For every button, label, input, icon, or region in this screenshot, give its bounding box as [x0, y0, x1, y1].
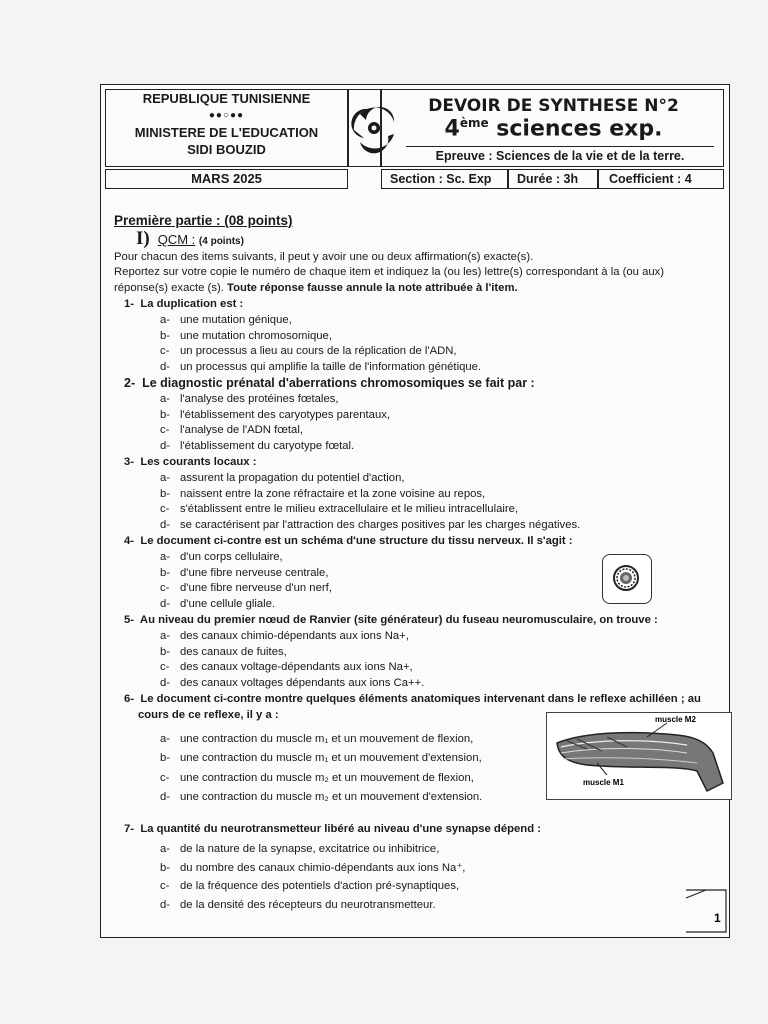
nerve-structure-figure — [602, 554, 652, 604]
option-3a — [160, 471, 714, 487]
option-text: une contraction du muscle m₂ et un mouvement d'extension. — [180, 791, 483, 803]
option-text: assurent la propagation du potentiel d'action, — [180, 471, 405, 484]
muscle-m1-label: muscle M1 — [583, 778, 624, 787]
country-name: REPUBLIQUE TUNISIENNE — [142, 91, 311, 106]
option-text: une mutation chromosomique, — [180, 329, 332, 342]
option-text: s'établissent entre le milieu extracellulaire et le milieu intracellulaire, — [180, 503, 519, 516]
question-stem: Le diagnostic prénatal d'aberrations chromosomiques se fait par : — [142, 375, 535, 390]
option-text: l'établissement du caryotype fœtal. — [180, 440, 355, 453]
exam-title: DEVOIR DE SYNTHESE N°2 — [428, 96, 679, 116]
section-qcm: QCM : — [157, 231, 196, 247]
instruction-line-3a: réponse(s) exacte (s). — [114, 282, 224, 295]
exam-date: MARS 2025 — [105, 169, 348, 189]
option-text: d'un corps cellulaire, — [180, 550, 283, 563]
question-number: 1- — [124, 297, 135, 310]
subject-line: Epreuve : Sciences de la vie et de la terre. — [406, 146, 714, 163]
option-text: une contraction du muscle m₁ et un mouvement de flexion, — [180, 732, 474, 745]
part-title: Première partie : (08 points) — [114, 213, 293, 228]
option-text: l'établissement des caryotypes parentaux, — [180, 408, 391, 421]
question-number: 5- — [124, 613, 135, 626]
option-letter: b- — [160, 487, 171, 500]
section-roman: I) — [136, 227, 150, 249]
question-6 — [124, 692, 714, 708]
option-3d — [160, 518, 714, 534]
option-1a — [160, 313, 714, 329]
option-text: des canaux de fuites, — [180, 645, 287, 658]
option-text: se caractérisent par l'attraction des charges positives par les charges négatives. — [180, 519, 581, 532]
option-text: naissent entre la zone réfractaire et la zone voisine au repos, — [180, 487, 486, 500]
option-letter: c- — [160, 345, 170, 358]
option-5c — [160, 660, 714, 676]
option-text: un processus a lieu au cours de la réplication de l'ADN, — [180, 345, 457, 358]
exam-header — [105, 89, 724, 189]
option-letter: c- — [160, 424, 170, 437]
nerve-fiber-cross-section-icon — [603, 555, 649, 601]
grade-number: 4 — [444, 116, 460, 142]
instruction-line-3 — [114, 281, 714, 297]
option-2c — [160, 423, 714, 439]
header-dots: ●●○●● — [208, 110, 245, 121]
muscle-m2-label: muscle M2 — [655, 715, 696, 724]
option-2d — [160, 439, 714, 455]
option-text: d'une cellule gliale. — [180, 598, 276, 611]
section-heading — [136, 227, 714, 250]
option-letter: b- — [160, 329, 171, 342]
question-number: 4- — [124, 534, 135, 547]
option-3b — [160, 487, 714, 503]
option-letter: a- — [160, 843, 171, 856]
option-text: d'une fibre nerveuse d'un nerf, — [180, 582, 332, 595]
question-number: 2- — [124, 375, 136, 390]
option-1b — [160, 329, 714, 345]
option-letter: c- — [160, 661, 170, 674]
spacer — [114, 808, 714, 822]
option-letter: d- — [160, 677, 171, 690]
option-text: des canaux chimio-dépendants aux ions Na+, — [180, 629, 409, 642]
option-7b — [160, 859, 714, 878]
option-text: du nombre des canaux chimio-dépendants aux ions Na⁺, — [180, 861, 466, 874]
option-letter: a- — [160, 313, 171, 326]
option-text: une contraction du muscle m₂ et un mouvement de flexion, — [180, 771, 474, 784]
option-text: un processus qui amplifie la taille de l'information génétique. — [180, 361, 482, 374]
grade-level — [382, 116, 725, 141]
question-7 — [124, 822, 714, 838]
option-text: une contraction du muscle m₁ et un mouvement d'extension, — [180, 752, 482, 764]
question-stem: Les courants locaux : — [140, 455, 257, 468]
question-stem: La duplication est : — [140, 297, 244, 310]
instruction-line-2: Reportez sur votre copie le numéro de chaque item et indiquez la (ou les) lettre(s) correspondant à la (ou aux) — [114, 266, 665, 279]
page-number: 1 — [714, 911, 721, 925]
ministry-logo-icon — [349, 90, 380, 166]
question-number: 7- — [124, 822, 135, 835]
option-letter: a- — [160, 629, 171, 642]
option-text: d'une fibre nerveuse centrale, — [180, 566, 329, 579]
duration-cell: Durée : 3h — [508, 169, 598, 189]
option-letter: c- — [160, 880, 170, 893]
coefficient-cell: Coefficient : 4 — [598, 169, 724, 189]
option-5d — [160, 676, 714, 692]
option-7d — [160, 896, 714, 915]
option-letter: d- — [160, 440, 171, 453]
option-letter: a- — [160, 550, 171, 563]
option-letter: b- — [160, 408, 171, 421]
leg-muscles-diagram-icon — [547, 713, 731, 799]
region-name: SIDI BOUZID — [187, 142, 266, 157]
option-letter: b- — [160, 752, 171, 764]
option-5b — [160, 645, 714, 661]
page-number-corner — [684, 888, 728, 934]
question-stem: La quantité du neurotransmetteur libéré au niveau d'une synapse dépend : — [140, 822, 541, 835]
option-text: de la nature de la synapse, excitatrice ou inhibitrice, — [180, 843, 440, 856]
page-corner-icon — [684, 888, 728, 934]
option-letter: d- — [160, 519, 171, 532]
option-letter: d- — [160, 361, 171, 374]
achilles-reflex-figure — [546, 712, 732, 800]
option-letter: a- — [160, 392, 171, 405]
option-text: des canaux voltages dépendants aux ions Ca++. — [180, 677, 425, 690]
option-text: des canaux voltage-dépendants aux ions Na+, — [180, 661, 413, 674]
question-2 — [124, 376, 714, 392]
option-letter: c- — [160, 582, 170, 595]
option-text: l'analyse de l'ADN fœtal, — [180, 424, 303, 437]
option-text: une mutation génique, — [180, 313, 292, 326]
section-points: (4 points) — [198, 235, 244, 247]
option-letter: b- — [160, 645, 171, 658]
exam-title-block — [381, 89, 724, 167]
option-letter: d- — [160, 791, 171, 803]
question-stem: Le document ci-contre est un schéma d'une structure du tissu nerveux. Il s'agit : — [140, 534, 573, 547]
option-letter: d- — [160, 598, 171, 611]
option-7a — [160, 840, 714, 859]
grade-suffix: ème — [459, 116, 489, 130]
option-1c — [160, 344, 714, 360]
question-1 — [124, 297, 714, 313]
question-5 — [124, 613, 714, 629]
option-5a — [160, 629, 714, 645]
grade-stream: sciences exp. — [488, 116, 663, 142]
question-number: 6- — [124, 692, 135, 705]
question-4 — [124, 534, 714, 550]
instruction-line-1: Pour chacun des items suivants, il peut y avoir une ou deux affirmation(s) exacte(s). — [114, 250, 534, 263]
option-letter: b- — [160, 566, 171, 579]
option-text: de la fréquence des potentiels d'action pré-synaptiques, — [180, 880, 460, 893]
option-letter: c- — [160, 503, 170, 516]
option-text: de la densité des récepteurs du neurotransmetteur. — [180, 898, 436, 911]
option-text: l'analyse des protéines fœtales, — [180, 392, 339, 405]
instruction-line-3b: Toute réponse fausse annule la note attribuée à l'item. — [223, 282, 518, 295]
option-letter: c- — [160, 771, 170, 784]
question-stem: Au niveau du premier nœud de Ranvier (site générateur) du fuseau neuromusculaire, on trouve : — [139, 613, 658, 626]
option-7c — [160, 877, 714, 896]
logo-cell — [348, 89, 381, 167]
option-3c — [160, 502, 714, 518]
option-letter: b- — [160, 861, 171, 874]
option-1d — [160, 360, 714, 376]
option-2a — [160, 392, 714, 408]
question-3 — [124, 455, 714, 471]
option-letter: a- — [160, 732, 171, 745]
section-cell: Section : Sc. Exp — [381, 169, 508, 189]
question-number: 3- — [124, 455, 135, 468]
option-letter: a- — [160, 471, 171, 484]
ministry-name: MINISTERE DE L'EDUCATION — [134, 125, 319, 140]
institution-block — [105, 89, 348, 167]
question-stem: Le document ci-contre montre quelques éléments anatomiques intervenant dans le reflexe achilléen ; au — [140, 692, 701, 705]
question-6-stem-continued: cours de ce reflexe, il y a : — [138, 708, 279, 721]
option-2b — [160, 408, 714, 424]
option-letter: d- — [160, 898, 171, 911]
